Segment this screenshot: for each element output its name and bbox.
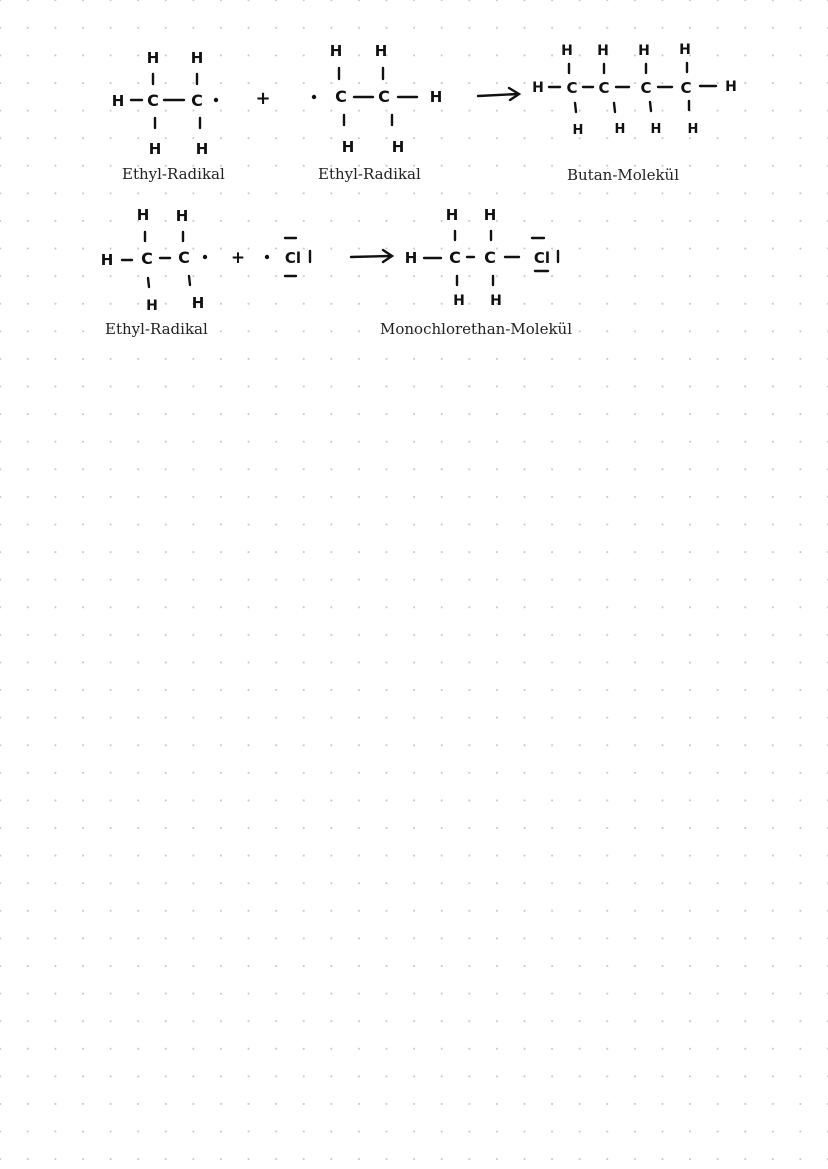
atom-h: H bbox=[638, 43, 650, 59]
caption-ethyl-radical-3: Ethyl-Radikal bbox=[105, 320, 208, 338]
atom-h: H bbox=[100, 251, 114, 269]
monochloroethane-structure bbox=[405, 206, 558, 309]
caption-butane-molecule: Butan-Molekül bbox=[567, 166, 679, 184]
atom-h: H bbox=[190, 49, 204, 67]
atom-h: H bbox=[341, 138, 355, 156]
atom-c: C bbox=[566, 79, 578, 97]
atom-c: C bbox=[147, 91, 159, 110]
plus-sign: + bbox=[255, 88, 271, 109]
atom-c: C bbox=[141, 249, 153, 268]
atom-c: C bbox=[484, 248, 496, 267]
atom-h: H bbox=[687, 122, 699, 137]
atom-h: H bbox=[679, 42, 691, 58]
radical-dot bbox=[312, 95, 316, 99]
atom-h: H bbox=[597, 43, 609, 59]
atom-h: H bbox=[175, 207, 189, 225]
atom-c: C bbox=[640, 79, 652, 97]
plus-sign: + bbox=[230, 248, 246, 268]
atom-h: H bbox=[191, 294, 205, 312]
atom-c: C bbox=[335, 87, 347, 106]
atom-h: H bbox=[445, 206, 459, 224]
atom-c: C bbox=[449, 248, 461, 267]
caption-ethyl-radical-1: Ethyl-Radikal bbox=[122, 165, 225, 183]
atom-h: H bbox=[725, 79, 737, 95]
atom-h: H bbox=[146, 298, 158, 314]
radical-dot bbox=[203, 255, 207, 259]
atom-h: H bbox=[429, 88, 443, 106]
atom-c: C bbox=[378, 87, 390, 106]
butane-structure bbox=[532, 42, 737, 138]
atom-c: C bbox=[680, 79, 692, 97]
atom-c: C bbox=[191, 91, 203, 110]
atom-c: C bbox=[178, 248, 190, 267]
atom-h: H bbox=[650, 122, 662, 137]
atom-h: H bbox=[329, 42, 343, 60]
atom-h: H bbox=[111, 92, 125, 110]
atom-h: H bbox=[404, 249, 418, 267]
atom-h: H bbox=[532, 80, 544, 96]
atom-h: H bbox=[561, 43, 573, 59]
atom-h: H bbox=[483, 206, 497, 224]
caption-monochloroethane-molecule: Monochlorethan-Molekül bbox=[380, 320, 572, 338]
atom-cl: Cl bbox=[533, 249, 551, 267]
caption-ethyl-radical-2: Ethyl-Radikal bbox=[318, 165, 421, 183]
atom-cl: Cl bbox=[284, 249, 302, 267]
chlorine-radical-structure bbox=[265, 238, 310, 276]
reaction-arrow bbox=[478, 88, 519, 100]
atom-h: H bbox=[490, 293, 502, 309]
atom-h: H bbox=[374, 42, 388, 60]
ethyl-radical-2-structure bbox=[312, 42, 442, 156]
atom-h: H bbox=[391, 138, 405, 156]
atom-h: H bbox=[572, 123, 584, 138]
atom-h: H bbox=[136, 206, 150, 224]
ethyl-radical-1-structure bbox=[112, 49, 218, 158]
atom-h: H bbox=[146, 49, 160, 67]
atom-h: H bbox=[195, 140, 209, 158]
atom-c: C bbox=[598, 79, 610, 97]
atom-h: H bbox=[614, 122, 626, 137]
atom-h: H bbox=[453, 293, 465, 309]
ethyl-radical-3-structure bbox=[101, 206, 207, 314]
radical-dot bbox=[265, 255, 269, 259]
radical-dot bbox=[214, 98, 218, 102]
reaction-arrow bbox=[351, 250, 392, 262]
atom-h: H bbox=[148, 140, 162, 158]
